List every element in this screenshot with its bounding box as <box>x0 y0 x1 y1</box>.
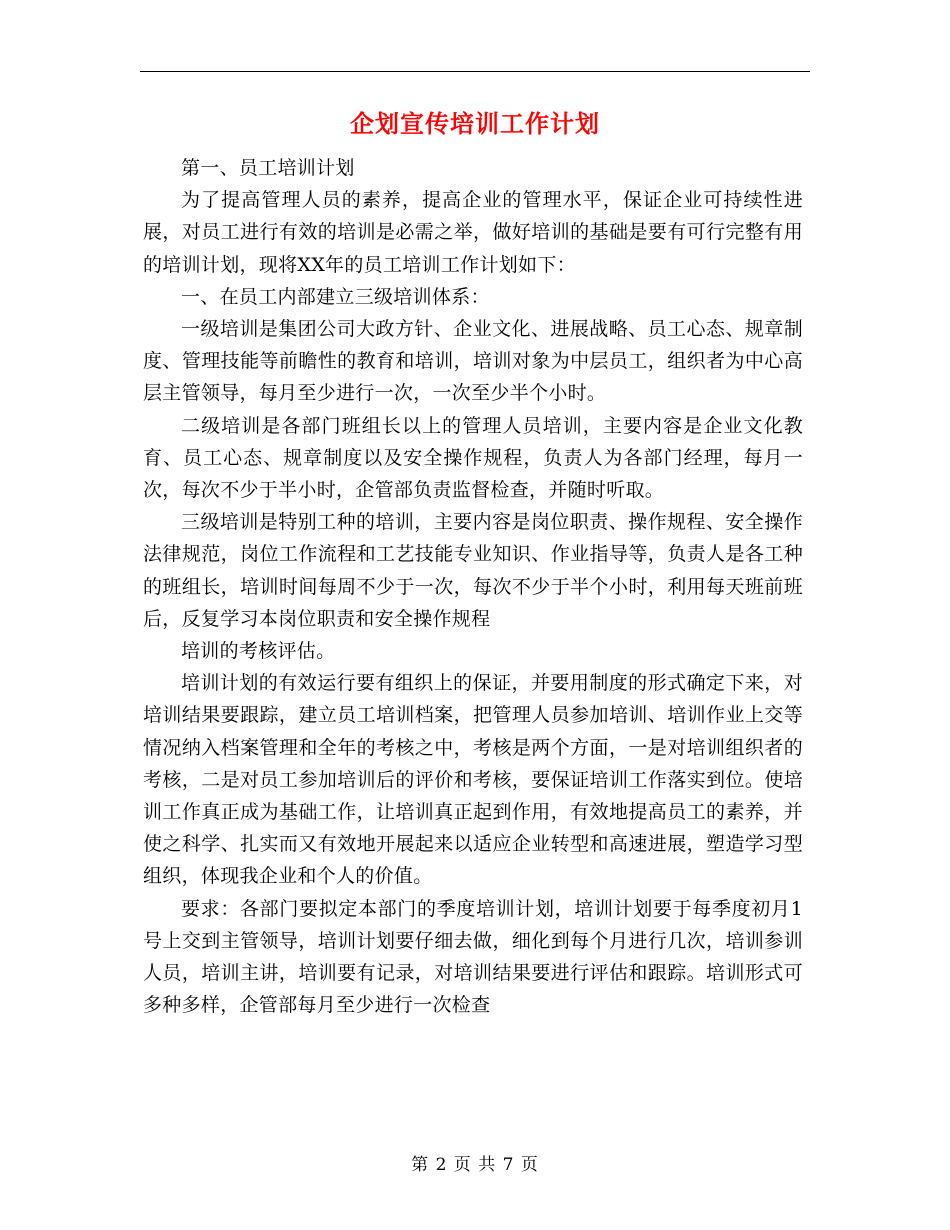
requirements-paragraph: 要求：各部门要拟定本部门的季度培训计划，培训计划要于每季度初月1号上交到主管领导，培训计划要仔细去做，细化到每个月进行几次，培训参训人员，培训主讲，培训要有记录，对培训结果要进行评估和跟踪。培训形式可多种多样，企管部每月至少进行一次检查 <box>143 897 803 1017</box>
assessment-paragraph: 培训计划的有效运行要有组织上的保证，并要用制度的形式确定下来，对培训结果要跟踪，建立员工培训档案，把管理人员参加培训、培训作业上交等情况纳入档案管理和全年的考核之中，考核是两个方面，一是对培训组织者的考核，二是对员工参加培训后的评价和考核，要保证培训工作落实到位。使培训工作真正成为基础工作，让培训真正起到作用，有效地提高员工的素养，并使之科学、扎实而又有效地开展起来以适应企业转型和高速进展，塑造学习型组织，体现我企业和个人的价值。 <box>143 672 803 888</box>
document-body <box>143 152 803 1021</box>
intro-paragraph: 为了提高管理人员的素养，提高企业的管理水平，保证企业可持续性进展，对员工进行有效的培训是必需之举，做好培训的基础是要有可行完整有用的培训计划，现将XX年的员工培训工作计划如下： <box>143 189 803 276</box>
level-one-training-paragraph: 一级培训是集团公司大政方针、企业文化、进展战略、员工心态、规章制度、管理技能等前瞻性的教育和培训，培训对象为中层员工，组织者为中心高层主管领导，每月至少进行一次，一次至少半个小时。 <box>143 318 803 405</box>
assessment-heading: 培训的考核评估。 <box>181 640 336 663</box>
section-heading: 第一、员工培训计划 <box>181 157 355 179</box>
header-rule <box>140 71 810 72</box>
page-number: 第 2 页 共 7 页 <box>411 1155 539 1175</box>
subsection-heading: 一、在员工内部建立三级培训体系： <box>181 285 490 308</box>
level-two-training-paragraph: 二级培训是各部门班组长以上的管理人员培训，主要内容是企业文化教育、员工心态、规章制度以及安全操作规程，负责人为各部门经理，每月一次，每次不少于半小时，企管部负责监督检查，并随时听取。 <box>143 414 803 502</box>
level-three-training-paragraph: 三级培训是特别工种的培训，主要内容是岗位职责、操作规程、安全操作法律规范，岗位工作流程和工艺技能专业知识、作业指导等，负责人是各工种的班组长，培训时间每周不少于一次，每次不少于半个小时，利用每天班前班后，反复学习本岗位职责和安全操作规程 <box>143 511 803 630</box>
document-title: 企划宣传培训工作计划 <box>350 110 600 138</box>
